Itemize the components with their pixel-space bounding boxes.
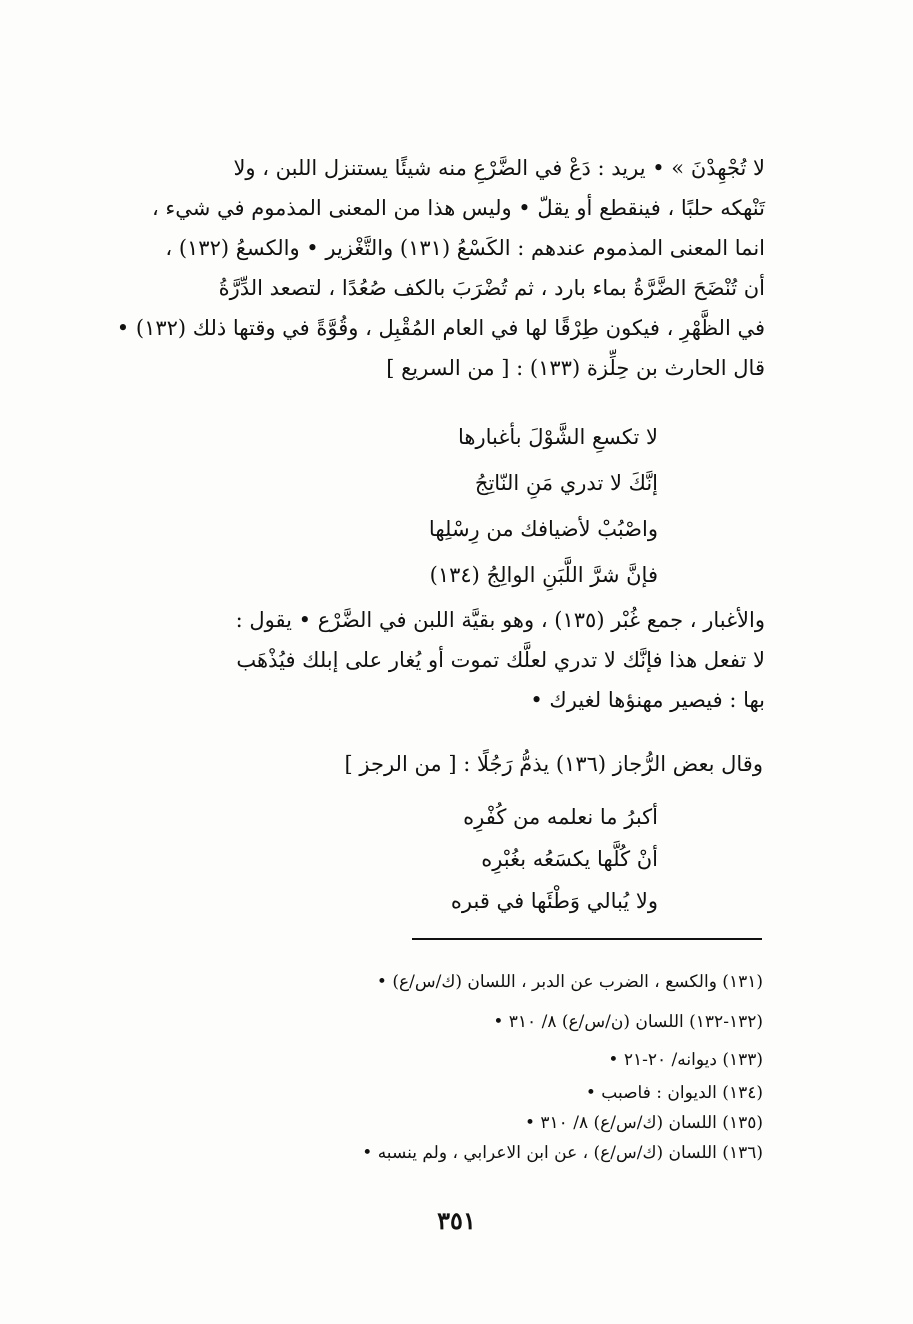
footnote-divider	[412, 938, 762, 940]
verse-line: فإنَّ شرَّ اللَّبَنِ الوالِجُ (١٣٤)	[429, 563, 658, 587]
page-number: ٣٥١	[437, 1206, 476, 1235]
verse-block-1	[429, 414, 658, 598]
text-line: وقال بعض الرُّجاز (١٣٦) يذمُّ رَجُلًا : [ من الرجز ]	[344, 752, 763, 776]
verse-intro-2	[345, 744, 763, 784]
text-line: انما المعنى المذموم عندهم : الكَسْعُ (١٣١) والتَّغْزير • والكسعُ (١٣٢) ،	[165, 236, 765, 260]
footnote: (١٣١) والكسع ، الضرب عن الدبر ، اللسان (ك/س/ع) •	[376, 972, 763, 992]
text-line: تَنْهكه حلبًا ، فينقطع أو يقلّ • وليس هذا من المعنى المذموم في شيء ،	[151, 196, 765, 220]
text-line: أن تُنْضَحَ الضَّرَّةُ بماء بارد ، ثم تُضْرَبَ بالكف صُعُدًا ، لتصعد الدِّرَّةُ	[218, 276, 765, 300]
footnote: (١٣٦) اللسان (ك/س/ع) ، عن ابن الاعرابي ، ولم ينسبه •	[362, 1143, 763, 1163]
footnote: (١٣٥) اللسان (ك/س/ع) ٨/ ٣١٠ •	[524, 1113, 763, 1133]
footnote: (١٣٤) الديوان : فاصبب •	[585, 1083, 763, 1103]
verse-line: لا تكسعِ الشَّوْلَ بأغبارها	[457, 425, 658, 449]
verse-line: واصْبُبْ لأضيافك من رِسْلِها	[428, 517, 658, 541]
text-line: لا تُجْهِدْنَ » • يريد : دَعْ في الضَّرْعِ منه شيئًا يستنزل اللبن ، ولا	[233, 156, 765, 180]
footnotes	[203, 962, 763, 1168]
footnote: (١٣٣) ديوانه/ ٢٠-٢١ •	[608, 1050, 763, 1070]
verse-line: إنَّكَ لا تدري مَنِ النّاتِجُ	[474, 471, 658, 495]
paragraph-1	[105, 148, 765, 388]
verse-line: ولا يُبالي وَطْئَها في قبره	[450, 889, 658, 913]
verse-line: أنْ كُلَّها يكسَعُه بغُبْرِه	[481, 847, 658, 871]
text-line: والأغبار ، جمع غُبْر (١٣٥) ، وهو بقيَّة اللبن في الضَّرْع • يقول :	[235, 608, 765, 632]
footnote: (١٣٢-١٣٢) اللسان (ن/س/ع) ٨/ ٣١٠ •	[493, 1012, 763, 1032]
text-line: بها : فيصير مهنؤها لغيرك •	[530, 688, 765, 712]
text-line: لا تفعل هذا فإنَّك لا تدري لعلَّك تموت أو يُغار على إبلك فيُذْهَب	[236, 648, 765, 672]
verse-block-2	[451, 796, 658, 922]
text-line: في الظَّهْرِ ، فيكون طِرْقًا لها في العام المُقْبِل ، وقُوَّةً في وقتها ذلك (١٣٢) •	[116, 316, 765, 340]
verse-line: أكبرُ ما نعلمه من كُفْرِه	[463, 805, 658, 829]
verse-intro-line: قال الحارث بن حِلِّزة (١٣٣) : [ من السريع ]	[386, 356, 765, 380]
paragraph-2	[105, 600, 765, 720]
